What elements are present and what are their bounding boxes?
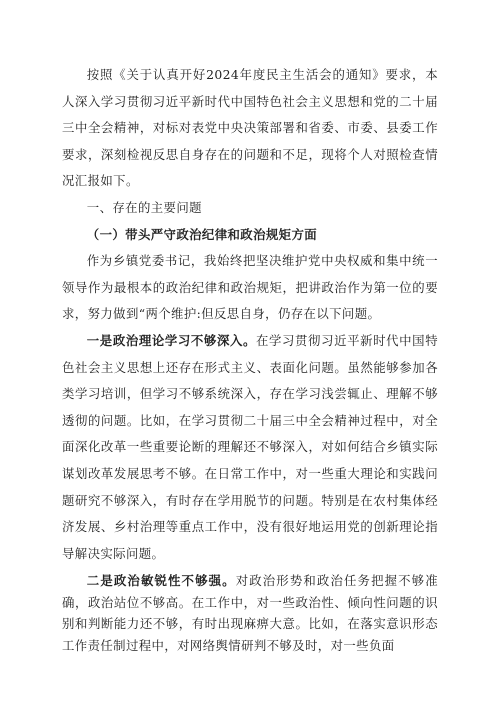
problem-2-lead: 二是政治敏锐性不够强。 [86,573,236,589]
document-body [62,62,438,656]
problem-paragraph-1 [62,328,438,567]
problem-1-lead: 一是政治理论学习不够深入。 [86,332,256,348]
subsection-intro-paragraph: 作为乡镇党委书记，我始终把坚决维护党中央权威和集中统一领导作为最根本的政治纪律和政治规矩，把讲政治作为第一位的要求，努力做到“两个维护:但反思自身，仍存在以下问题。 [62,253,438,322]
problem-2-text: 对政治形势和政治任务把握不够准确，政治站位不够高。在工作中，对一些政治性、倾向性问题的识别和判断能力还不够，有时出现麻痹大意。比如，在落实意识形态工作责任制过程中，对网络舆情研判不够及时，对一些负面 [62,573,439,653]
section-heading: 一、存在的主要问题 [86,199,202,215]
problem-1-text: 在学习贯彻习近平新时代中国特色社会主义思想上还存在形式主义、表面化问题。虽然能够参加各类学习培训，但学习不够系统深入，存在学习浅尝辄止、理解不够透彻的问题。比如，在学习贯彻二十届三中全会精神过程中，对全面深化改革一些重要论断的理解还不够深入，对如何结合乡镇实际谋划改革发展思考不够。在日常工作中，对一些重大理论和实践问题研究不够深入，有时存在学用脱节的问题。特别是在农村集体经济发展、乡村治理等重点工作中，没有很好地运用党的创新理论指导解决实际问题。 [62,332,438,561]
subsection-heading: （一）带头严守政治纪律和政治规矩方面 [86,226,318,242]
intro-paragraph: 按照《关于认真开好2024年度民主生活会的通知》要求，本人深入学习贯彻习近平新时代中国特色社会主义思想和党的二十届三中全会精神，对标对表党中央决策部署和省委、市委、县委工作要求，深刻检视反思自身存在的问题和不足，现将个人对照检查情况汇报如下。 [62,67,438,189]
problem-paragraph-2 [62,570,438,656]
